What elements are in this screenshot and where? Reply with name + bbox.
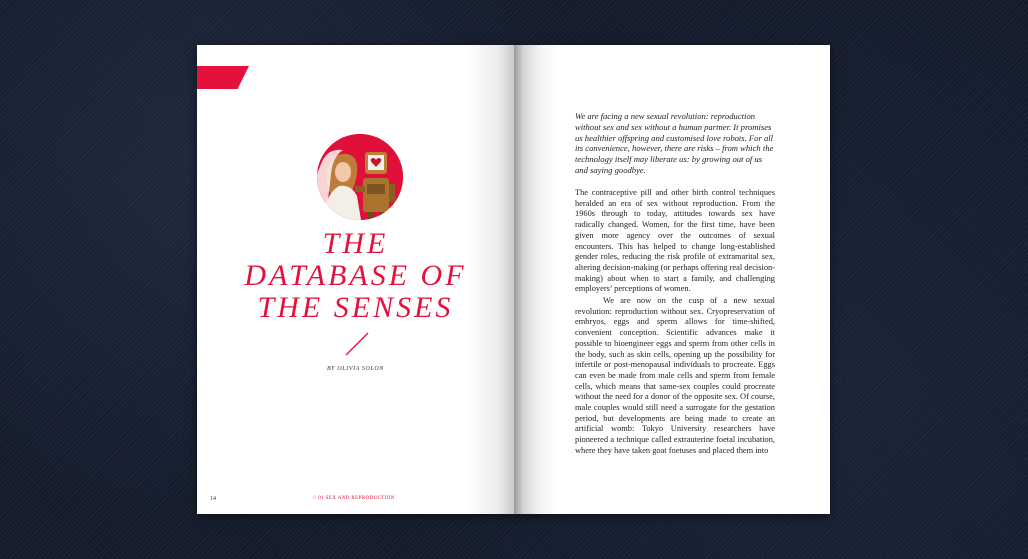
title-line-1: THE bbox=[322, 227, 389, 260]
red-corner-tab bbox=[197, 66, 249, 89]
magazine-spread bbox=[197, 45, 830, 514]
byline: BY OLIVIA SOLON bbox=[327, 366, 384, 372]
bride-robot-illustration bbox=[317, 134, 403, 220]
body-paragraph-2: We are now on the cusp of a new sexual revolution: reproduction without sex. Cryopreservation of embryos, eggs and sperm allows for time-shifted, convenient conception. Scientific advances make it possible to bioengineer eggs and sperm from other cells in the body, such as skin cells, opening up the possibility for infertile or post-menopausal individuals to procreate. Eggs can even be made from male cells and sperm from female cells, which means that same-sex couples could procreate without the need for a donor of the opposite sex. Of course, male couples would still need a surrogate for the gestation period, but developments are being made to create an artificial womb: Tokyo University researchers have pioneered a technique called extrauterine foetal incubation, where they have taken goat foetuses and placed them into bbox=[575, 296, 775, 455]
running-head: // 01 SEX AND REPRODUCTION bbox=[313, 496, 395, 501]
left-page bbox=[197, 45, 514, 514]
body-paragraph-1: The contraceptive pill and other birth control techniques heralded an era of sex without reproduction. From the 1960s through to today, attitudes towards sex have radically changed. Women, for the first time, have been given more agency over the outcomes of sexual encounters. This has helped to change long-established gender roles, reducing the risk profile of extramarital sex, altering decision-making (or perhaps offering real decision-making) about when to start a family, and challenging employers’ perceptions of women. bbox=[575, 188, 775, 294]
article-title bbox=[197, 228, 514, 324]
page-number: 14 bbox=[210, 496, 216, 502]
title-line-3: THE SENSES bbox=[257, 291, 454, 324]
photo-bride-and-robot bbox=[317, 134, 403, 220]
title-line-2: DATABASE OF bbox=[244, 259, 467, 292]
red-slash-divider bbox=[342, 331, 372, 357]
intro-standfirst: We are facing a new sexual revolution: reproduction without sex and sex without a human partner. It promises us healthier offspring and customised love robots. For all its convenience, however, there are risks – from which the technology itself may liberate us: by growing out of us and saying goodbye. bbox=[575, 111, 774, 175]
